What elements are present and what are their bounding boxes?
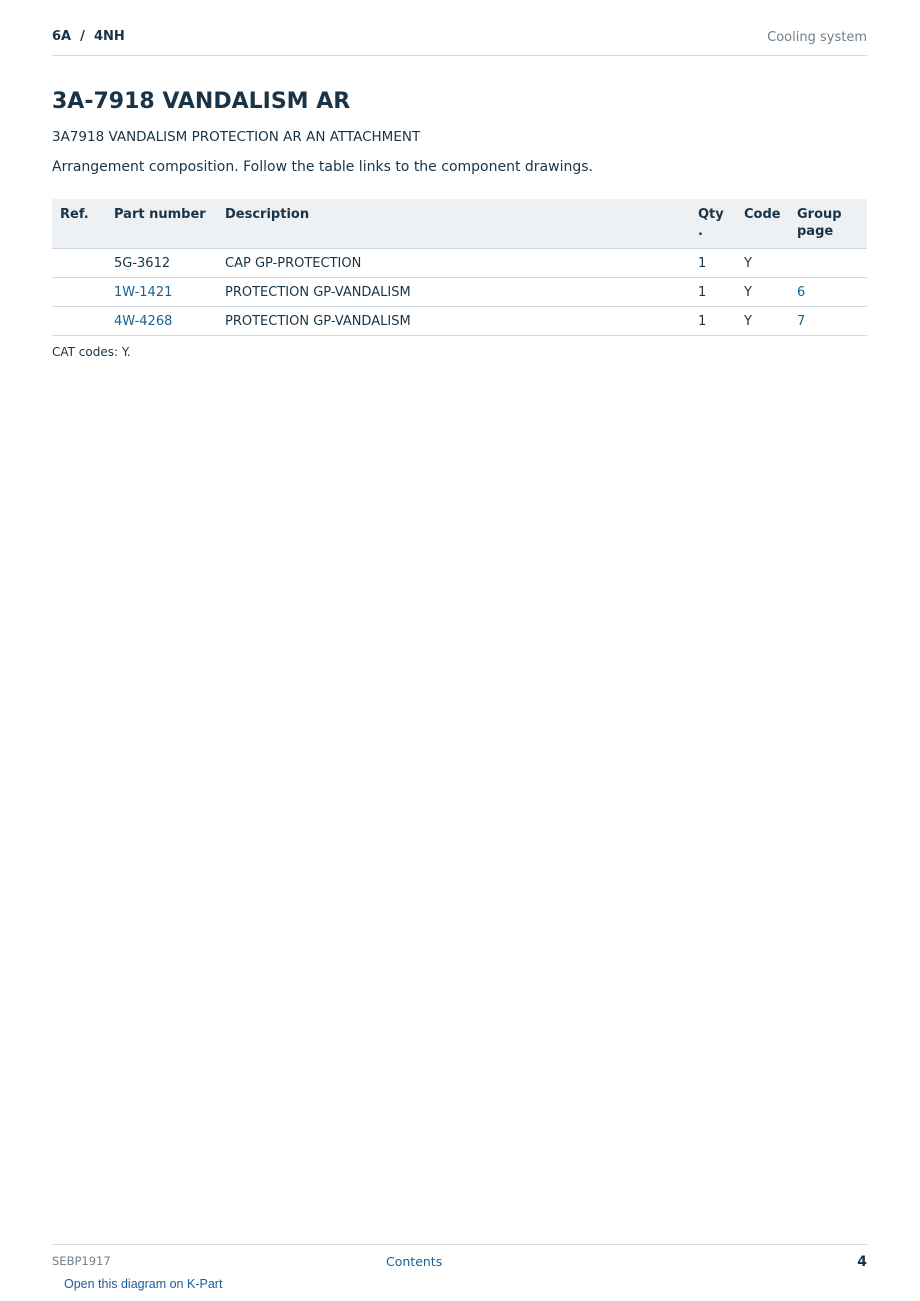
column-header-group-page-line1: Group — [797, 207, 842, 222]
cell-description: PROTECTION GP-VANDALISM — [225, 307, 698, 336]
section-name: Cooling system — [767, 30, 867, 45]
cat-codes-note: CAT codes: Y. — [52, 345, 131, 359]
column-header-group-page-line2: page — [797, 224, 834, 239]
cell-qty: 1 — [698, 307, 744, 336]
cell-part-number — [114, 278, 225, 307]
kpart-link[interactable]: Open this diagram on K-Part — [64, 1277, 223, 1291]
cell-ref — [52, 278, 114, 307]
cell-ref — [52, 307, 114, 336]
cell-qty: 1 — [698, 278, 744, 307]
contents-link[interactable]: Contents — [386, 1254, 443, 1269]
column-header-ref: Ref. — [52, 199, 114, 249]
page-title: 3A-7918 VANDALISM AR — [52, 89, 351, 114]
cell-description: CAP GP-PROTECTION — [225, 249, 698, 278]
intro-text: Arrangement composition. Follow the table links to the component drawings. — [52, 159, 593, 175]
column-header-part-number: Part number — [114, 199, 225, 249]
cell-code: Y — [744, 278, 797, 307]
page-subtitle: 3A7918 VANDALISM PROTECTION AR AN ATTACHMENT — [52, 129, 421, 145]
cell-part-number: 5G-3612 — [114, 249, 225, 278]
column-header-qty-line1: Qty — [698, 207, 724, 222]
group-page-link[interactable]: 6 — [797, 284, 806, 300]
cell-qty: 1 — [698, 249, 744, 278]
parts-table — [52, 199, 867, 336]
column-header-description: Description — [225, 199, 698, 249]
cell-ref — [52, 249, 114, 278]
cell-group-page — [797, 278, 867, 307]
table-row — [52, 307, 867, 336]
column-header-code: Code — [744, 199, 797, 249]
table-row — [52, 278, 867, 307]
breadcrumb: 6A / 4NH — [52, 29, 125, 44]
cell-code: Y — [744, 249, 797, 278]
cell-part-number — [114, 307, 225, 336]
part-number-link[interactable]: 4W-4268 — [114, 313, 173, 329]
page-footer — [52, 1244, 867, 1301]
page-header — [52, 29, 867, 56]
table-header-row — [52, 199, 867, 249]
document-id: SEBP1917 — [52, 1254, 111, 1268]
group-page-link[interactable]: 7 — [797, 313, 806, 329]
table-row — [52, 249, 867, 278]
column-header-qty-line2: . — [698, 224, 703, 239]
cell-description: PROTECTION GP-VANDALISM — [225, 278, 698, 307]
column-header-group-page — [797, 199, 867, 249]
cell-group-page — [797, 307, 867, 336]
column-header-qty — [698, 199, 744, 249]
cell-code: Y — [744, 307, 797, 336]
cell-group-page — [797, 249, 867, 278]
part-number-link[interactable]: 1W-1421 — [114, 284, 173, 300]
page-number: 4 — [857, 1254, 867, 1270]
